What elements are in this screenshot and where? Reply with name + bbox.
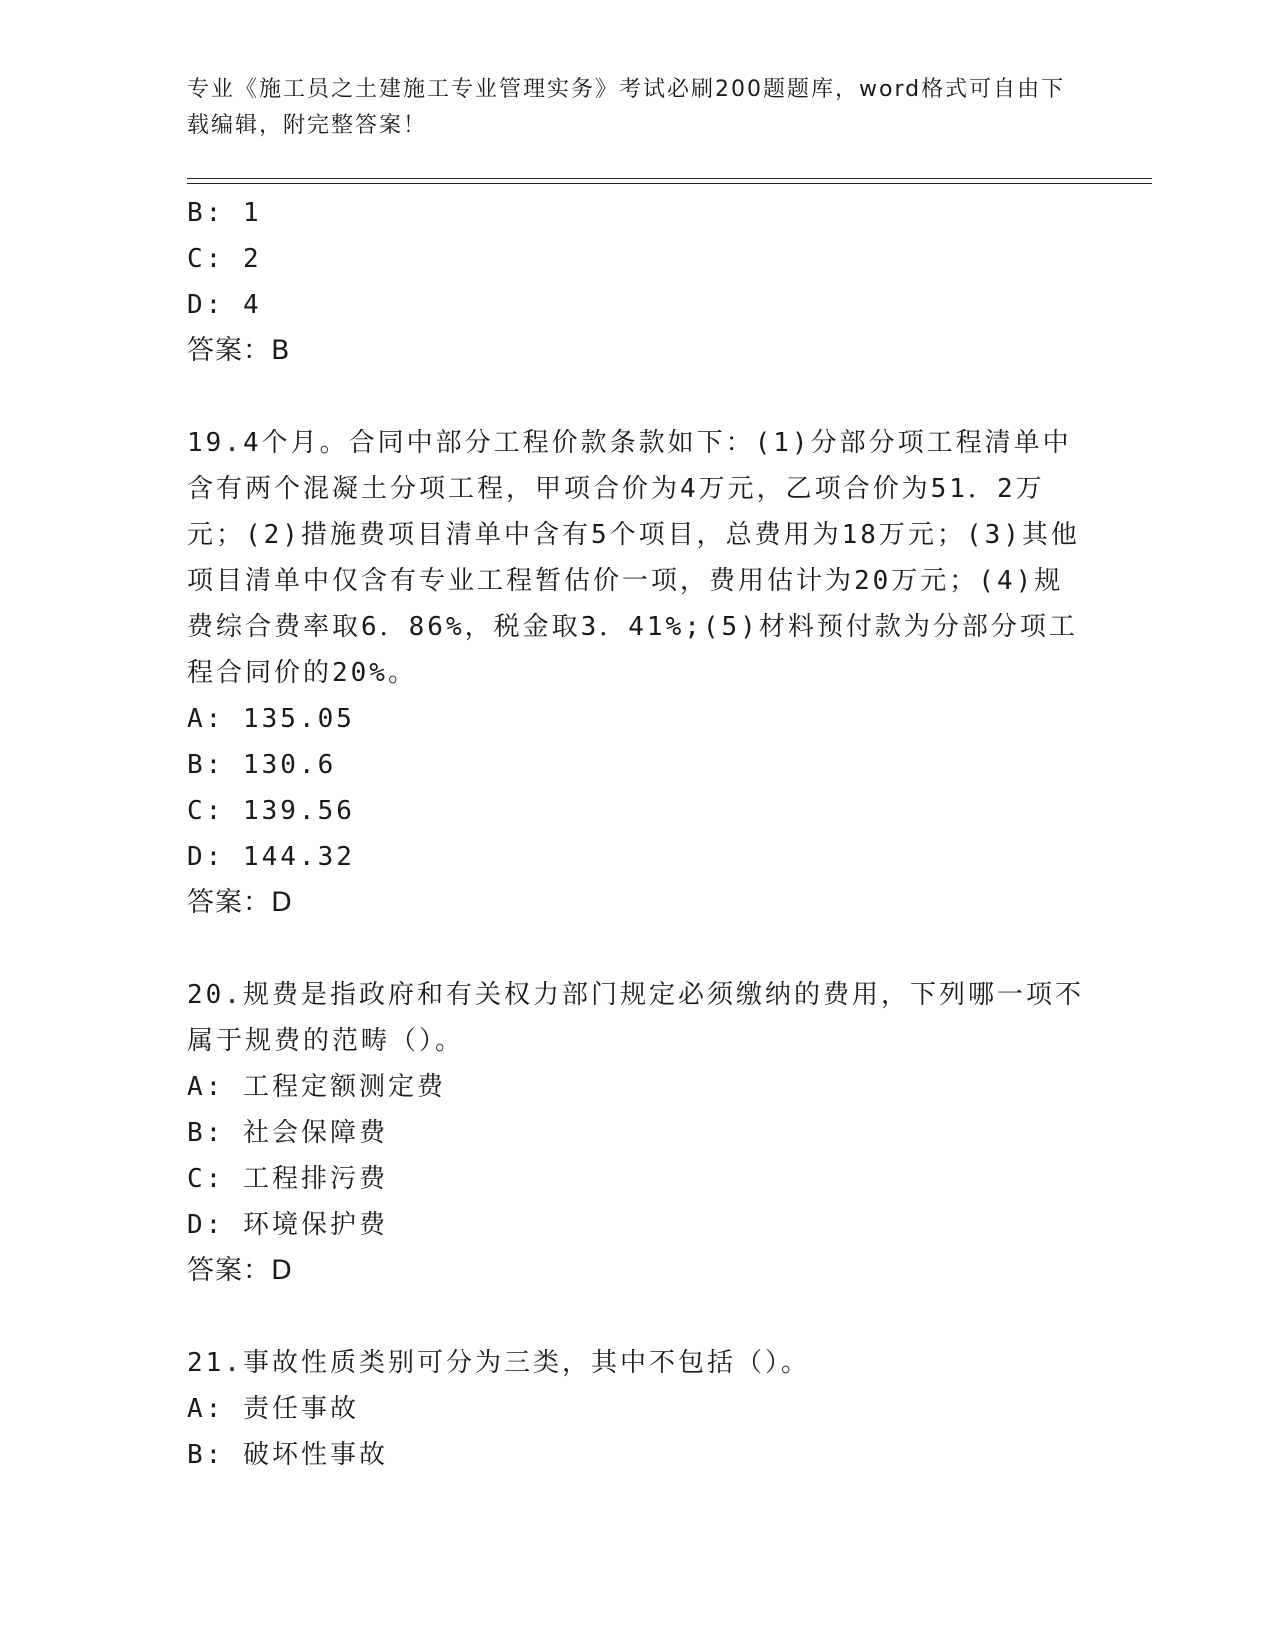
option-d: D: 4: [187, 290, 262, 320]
header-rule-bottom: [187, 183, 1152, 184]
answer: 答案：D: [187, 1255, 293, 1286]
option-c: C: 工程排污费: [187, 1164, 388, 1194]
answer: 答案：B: [187, 335, 291, 366]
option-a: A: 135.05: [187, 704, 355, 734]
header-rule-top: [187, 178, 1152, 179]
question-text: 20.规费是指政府和有关权力部门规定必须缴纳的费用，下列哪一项不属于规费的范畴（）。: [187, 980, 1084, 1056]
question-text: 19.4个月。合同中部分工程价款条款如下：(1)分部分项工程清单中含有两个混凝土分项工程，甲项合价为4万元，乙项合价为51．2万元；(2)措施费项目清单中含有5个项目，总费用为18万元；(3)其他项目清单中仅含有专业工程暂估价一项，费用估计为20万元；(4)规费综合费率取6．86%，税金取3．41%;(5)材料预付款为分部分项工程合同价的20%。: [187, 428, 1080, 688]
question-19: [187, 420, 1087, 926]
option-b: B: 130.6: [187, 750, 337, 780]
option-d: D: 144.32: [187, 842, 355, 872]
option-c: C: 139.56: [187, 796, 355, 826]
document-header: 专业《施工员之土建施工专业管理实务》考试必刷200题题库，word格式可自由下载编辑，附完整答案！: [187, 77, 1066, 138]
option-d: D: 环境保护费: [187, 1210, 388, 1240]
question-20: [187, 972, 1087, 1294]
question-prev: [187, 190, 1087, 374]
option-b: B: 1: [187, 198, 262, 228]
option-a: A: 责任事故: [187, 1394, 359, 1424]
document-body: [187, 190, 1087, 1478]
option-b: B: 破坏性事故: [187, 1440, 388, 1470]
option-a: A: 工程定额测定费: [187, 1072, 446, 1102]
question-text: 21.事故性质类别可分为三类，其中不包括（）。: [187, 1348, 810, 1378]
question-21: [187, 1340, 1087, 1478]
option-b: B: 社会保障费: [187, 1118, 388, 1148]
option-c: C: 2: [187, 244, 262, 274]
answer: 答案：D: [187, 887, 293, 918]
